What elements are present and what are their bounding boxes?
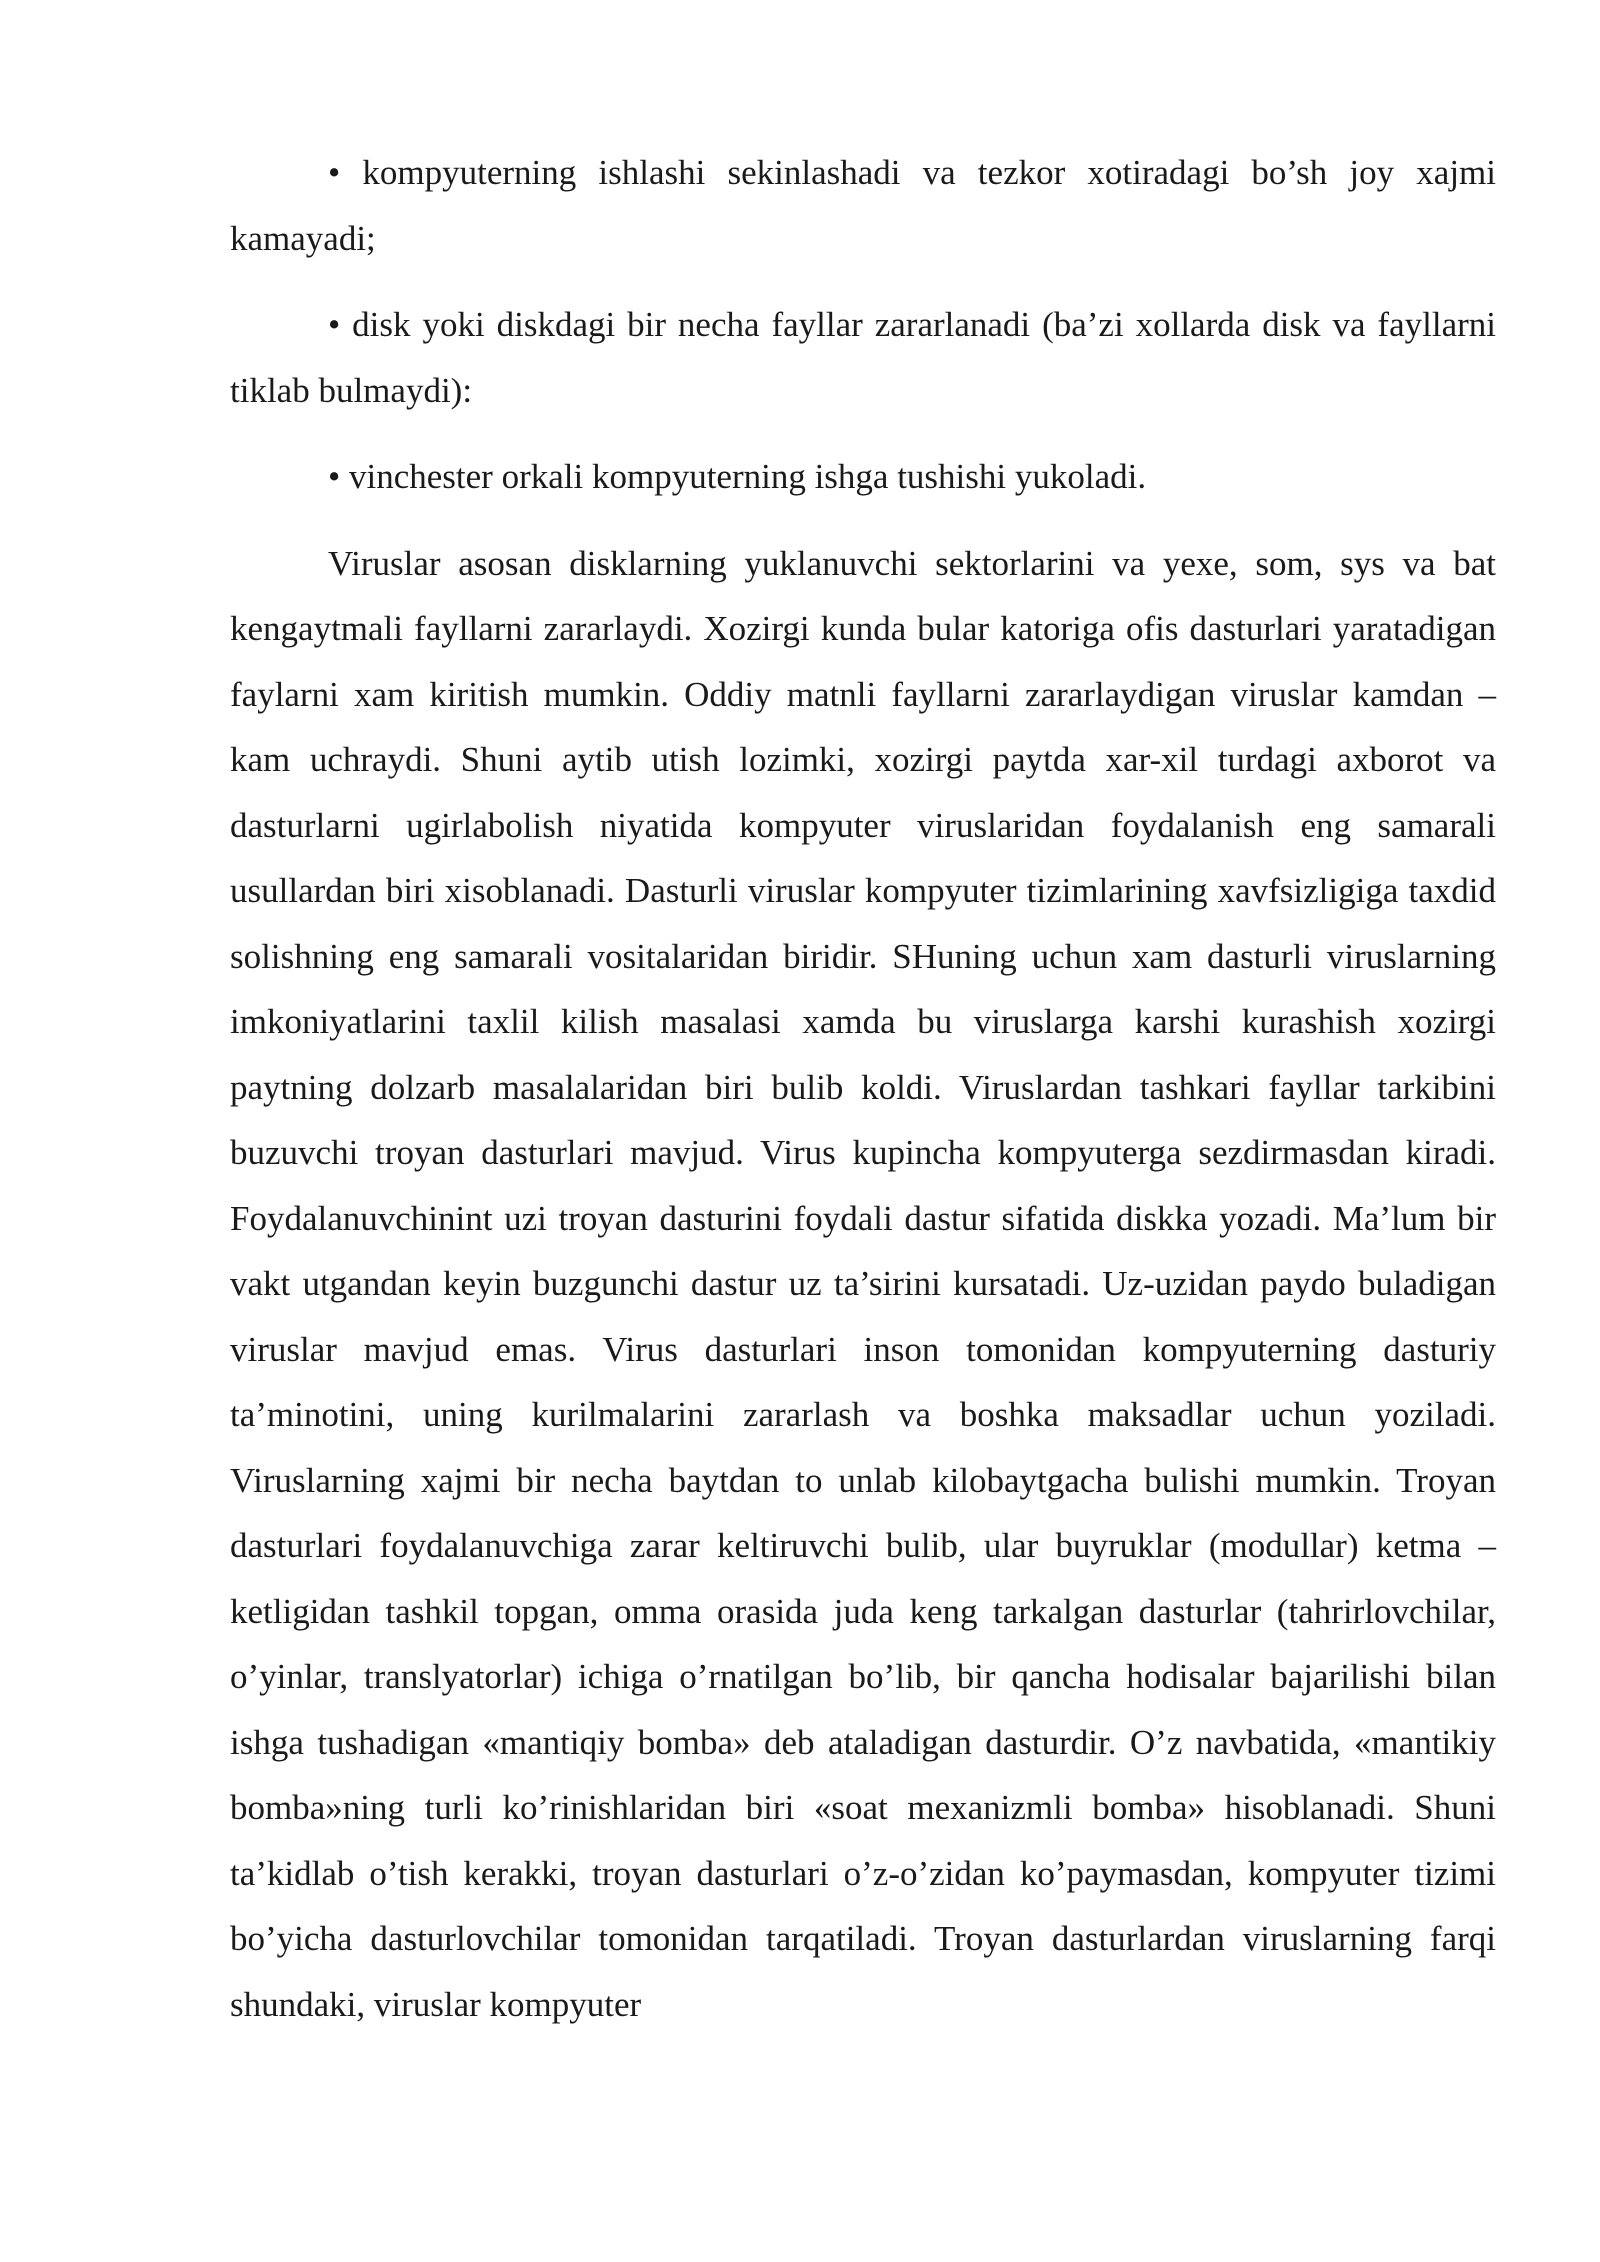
bullet-item-2: • disk yoki diskdagi bir necha fayllar zararlanadi (ba’zi xollarda disk va fayllarni tiklab bulmaydi):	[230, 305, 1496, 410]
document-body	[230, 140, 1496, 2037]
bullet-item-3: • vinchester orkali kompyuterning ishga tushishi yukoladi.	[328, 457, 1147, 496]
body-paragraph: Viruslar asosan disklarning yuklanuvchi sektorlarini va yexe, som, sys va bat kengaytmali fayllarni zararlaydi. Xozirgi kunda bular katoriga ofis dasturlari yaratadigan faylarni xam kiritish mumkin. Oddiy matnli fayllarni zararlaydigan viruslar kamdan – kam uchraydi. Shuni aytib utish lozimki, xozirgi paytda xar-xil turdagi axborot va dasturlarni ugirlabolish niyatida kompyuter viruslaridan foydalanish eng samarali usullardan biri xisoblanadi. Dasturli viruslar kompyuter tizimlarining xavfsizligiga taxdid solishning eng samarali vositalaridan biridir. SHuning uchun xam dasturli viruslarning imkoniyatlarini taxlil kilish masalasi xamda bu viruslarga karshi kurashish xozirgi paytning dolzarb masalalaridan biri bulib koldi. Viruslardan tashkari fayllar tarkibini buzuvchi troyan dasturlari mavjud. Virus kupincha kompyuterga sezdirmasdan kiradi. Foydalanuvchinint uzi troyan dasturini foydali dastur sifatida diskka yozadi. Ma’lum bir vakt utgandan keyin buzgunchi dastur uz ta’sirini kursatadi. Uz-uzidan paydo buladigan viruslar mavjud emas. Virus dasturlari inson tomonidan kompyuterning dasturiy ta’minotini, uning kurilmalarini zararlash va boshka maksadlar uchun yoziladi. Viruslarning xajmi bir necha baytdan to unlab kilobaytgacha bulishi mumkin. Troyan dasturlari foydalanuvchiga zarar keltiruvchi bulib, ular buyruklar (modullar) ketma – ketligidan tashkil topgan, omma orasida juda keng tarkalgan dasturlar (tahrirlovchilar, o’yinlar, translyatorlar) ichiga o’rnatilgan bo’lib, bir qancha hodisalar bajarilishi bilan ishga tushadigan «mantiqiy bomba» deb ataladigan dasturdir. O’z navbatida, «mantikiy bomba»ning turli ko’rinishlaridan biri «soat mexanizmli bomba» hisoblanadi. Shuni ta’kidlab o’tish kerakki, troyan dasturlari o’z-o’zidan ko’paymasdan, kompyuter tizimi bo’yicha dasturlovchilar tomonidan tarqatiladi. Troyan dasturlardan viruslarning farqi shundaki, viruslar kompyuter	[230, 543, 1496, 2024]
bullet-item-1: • kompyuterning ishlashi sekinlashadi va tezkor xotiradagi bo’sh joy xajmi kamayadi;	[230, 153, 1496, 258]
